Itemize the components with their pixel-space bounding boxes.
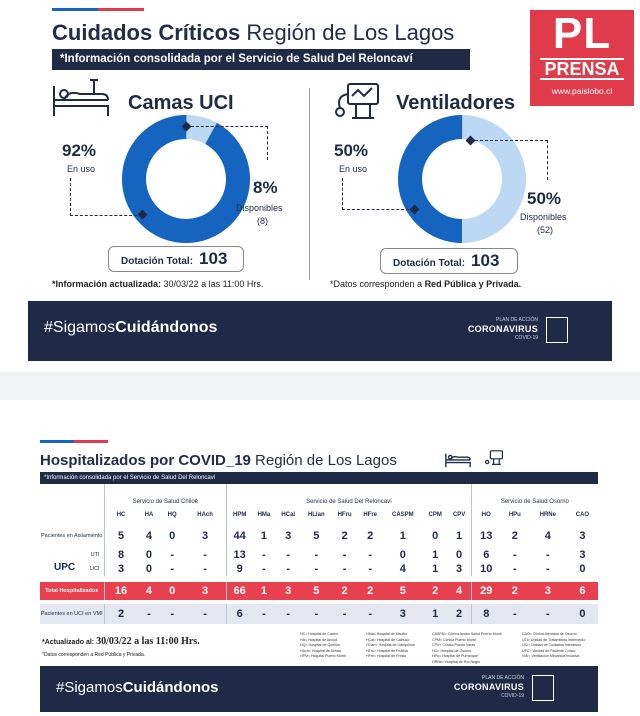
camas-dotacion-box: Dotación Total: 103 <box>108 246 244 272</box>
cell-uci-hc: 3 <box>104 562 138 576</box>
cell-uti-caspm: 0 <box>399 549 406 561</box>
hashtag: #SigamosCuidándonos <box>56 679 219 696</box>
cell-aislamiento-hcal: 3 <box>285 530 292 542</box>
col-header: HMa <box>257 512 271 518</box>
vent-available-pct: 50% <box>527 189 562 208</box>
vent-available-label: Disponibles <box>520 212 567 222</box>
cell-uci-hfru: - <box>342 563 347 575</box>
row-label: UCI <box>90 566 100 572</box>
camas-uci-title: Camas UCI <box>128 92 234 114</box>
vent-available-leader <box>470 140 548 180</box>
legend-col-1 <box>300 632 346 660</box>
camas-update-note: *Información actualizada: 30/03/22 a las 11:00 Hrs. <box>52 279 264 289</box>
cell-total-hfre: 2 <box>358 582 383 600</box>
legend-entry: HPu= Hospital de Purranque <box>432 654 478 659</box>
row-label: Pacientes en Aislamiento <box>41 533 103 539</box>
hashtag: #SigamosCuidándonos <box>44 319 218 336</box>
logo-pl: PL <box>552 9 612 58</box>
cell-vmi-cpv: 2 <box>448 604 472 624</box>
col-header: CAO <box>575 512 590 518</box>
cell-uti-cpm: 1 <box>432 549 439 561</box>
cell-vmi-caspm: 3 <box>383 604 423 624</box>
col-header: HO <box>471 506 501 524</box>
cell-vmi-hllan: - <box>301 604 332 624</box>
col-header: HA <box>144 512 154 518</box>
cell-total-cpm: 2 <box>423 582 448 600</box>
legend-entry: UTI= Unidad de Tratamiento Intermedio <box>522 637 586 642</box>
cell-total-cao: 6 <box>567 582 598 600</box>
service-header-row <box>40 484 598 506</box>
cell-uci-hcal: - <box>286 563 291 575</box>
plan-label: PLAN DE ACCIÓN <box>496 317 538 323</box>
cell-uti-hq: - <box>170 549 175 561</box>
coronavirus-label: CORONAVIRUS <box>467 324 538 334</box>
vent-in-use-leader <box>342 178 414 210</box>
col-header: HCal <box>281 512 296 518</box>
legend-entry: HCal= Hospital de Calbuco <box>366 637 410 642</box>
camas-dotacion-value: 103 <box>199 249 228 268</box>
cell-vmi-hq: - <box>160 604 184 624</box>
cell-uti-ho: 6 <box>471 548 501 562</box>
camas-available-label: Disponibles <box>236 203 283 213</box>
cell-total-hc: 16 <box>104 582 138 600</box>
legend-entry: CPM= Clínica Puerto Montt <box>432 637 476 642</box>
ventilator-icon <box>332 78 382 126</box>
cell-vmi-hfre: - <box>358 604 383 624</box>
cell-total-hach: 3 <box>184 582 227 600</box>
col-header: CASPM <box>391 512 414 518</box>
service-osorno: Servicio de Salud Osorno <box>471 484 598 506</box>
footer-banner <box>40 666 598 712</box>
hospital-bed-icon <box>444 450 472 468</box>
legend-entry: HPM= Hospital Puerto Montt <box>300 654 346 659</box>
cell-uci-hq: - <box>170 563 175 575</box>
col-header: HQ <box>167 512 177 518</box>
cell-vmi-hpu: - <box>501 604 529 624</box>
hospitalized-title: Hospitalizados por COVID_19 Región de Los Lagos <box>40 452 397 469</box>
actualizado-note: *Actualizado al: 30/03/22 a las 11:00 Hrs. <box>42 636 200 647</box>
legend-entry: HFre= Hospital de Fresia <box>366 654 407 659</box>
cell-vmi-ha: - <box>138 604 161 624</box>
cell-total-caspm: 5 <box>383 582 423 600</box>
col-header: HLlan <box>307 512 325 518</box>
legend-entry: HAch= Hospital de Achao <box>300 648 341 653</box>
cell-vmi-hpm: 6 <box>227 604 253 624</box>
col-header: HFru <box>337 512 352 518</box>
cell-uti-hma: - <box>262 549 266 561</box>
camas-available-count: (8) <box>257 216 268 226</box>
cell-uci-hfre: - <box>368 563 372 575</box>
cell-uti-hrne: - <box>545 549 550 561</box>
vent-dotacion-value: 103 <box>471 251 500 270</box>
legend-entry: HRNe= Hospital de Río Negro <box>432 659 481 664</box>
cell-uci-cao: 0 <box>579 563 586 575</box>
flag-stripe-red <box>74 440 108 443</box>
vent-data-note: *Datos corresponden a Red Pública y Privada. <box>330 279 522 289</box>
cell-uci-hllan: - <box>314 563 319 575</box>
row-uti <box>40 548 598 562</box>
service-reloncavi: Servicio de Salud Del Reloncaví <box>227 484 472 506</box>
row-aislamiento <box>40 524 598 548</box>
legend-entry: HO= Hospital de Osorno <box>432 648 472 653</box>
ventilator-icon <box>484 448 504 468</box>
row-total <box>40 582 598 600</box>
legend-entry: UPC= Unidad de Paciente Crítico <box>522 648 576 653</box>
section-divider <box>309 88 310 280</box>
upc-label: UPC <box>54 562 76 573</box>
footer-banner <box>28 301 612 361</box>
cell-aislamiento-hrne: 4 <box>544 530 551 542</box>
cell-aislamiento-ho: 13 <box>471 524 501 548</box>
cell-total-hllan: 5 <box>301 582 332 600</box>
cell-uci-ha: 0 <box>145 563 152 575</box>
critical-care-title: Cuidados Críticos Región de Los Lagos <box>52 20 455 45</box>
flag-stripe-blue <box>52 8 98 11</box>
row-uci <box>40 562 598 576</box>
camas-in-use-label: En uso <box>67 164 96 174</box>
col-header: HC <box>104 506 138 524</box>
camas-in-use-pct: 92% <box>62 141 97 160</box>
cell-uti-hpm: 13 <box>227 548 253 562</box>
covid-label: COVID-19 <box>514 335 538 341</box>
legend-entry: CASPM= Clínica Andes Salud Puerto Montt <box>432 632 502 636</box>
col-header: HPu <box>508 512 521 518</box>
col-header: HFre <box>363 512 377 518</box>
vent-available-count: (52) <box>537 225 554 235</box>
legend-col-4 <box>522 632 585 660</box>
plan-label: PLAN DE ACCIÓN <box>482 675 524 681</box>
cell-total-hpm: 66 <box>227 582 253 600</box>
cell-uci-hach: - <box>203 563 207 575</box>
cell-vmi-hcal: - <box>276 604 301 624</box>
camas-available-leader <box>186 126 268 160</box>
ventiladores-title: Ventiladores <box>396 92 515 114</box>
cell-total-hq: 0 <box>160 582 184 600</box>
legend-col-2 <box>366 632 415 660</box>
column-header-row <box>40 506 598 524</box>
cell-vmi-cpm: 1 <box>423 604 448 624</box>
cell-uti-hfru: - <box>342 549 347 561</box>
cell-uti-hfre: - <box>368 549 372 561</box>
cell-aislamiento-hllan: 5 <box>313 530 320 542</box>
cell-vmi-hma: - <box>252 604 275 624</box>
cell-total-hma: 1 <box>252 582 275 600</box>
cell-aislamiento-hc: 5 <box>104 524 138 548</box>
cell-uti-hpu: - <box>513 549 517 561</box>
cell-aislamiento-ha: 4 <box>145 530 152 542</box>
cell-aislamiento-cpm: 0 <box>432 530 439 542</box>
camas-available-pct: 8% <box>253 178 278 197</box>
coronavirus-label: CORONAVIRUS <box>453 682 524 692</box>
cell-vmi-hfru: - <box>332 604 358 624</box>
cell-uti-cao: 3 <box>579 549 586 561</box>
cell-total-ho: 29 <box>471 582 501 600</box>
vent-in-use-pct: 50% <box>334 141 369 160</box>
legend-entry: HA= Hospital de Ancud <box>300 637 338 642</box>
critical-care-subtitle: *Información consolidada por el Servicio de Salud Del Reloncaví <box>52 49 470 70</box>
logo-prensa: PRENSA <box>540 58 624 80</box>
cell-aislamiento-hpu: 2 <box>511 530 518 542</box>
cell-uti-hcal: - <box>286 549 291 561</box>
cell-uti-cpv: 0 <box>456 549 463 561</box>
row-label: Pacientes en UCI en VMI <box>40 604 104 624</box>
cell-uti-ha: 0 <box>145 549 152 561</box>
cell-uci-ho: 10 <box>471 562 501 576</box>
government-shield-icon <box>532 675 554 701</box>
cell-uti-hllan: - <box>314 549 319 561</box>
cell-uci-hpm: 9 <box>227 562 253 576</box>
legend-entry: UCI= Unidad de Cuidados Intensivos <box>522 643 582 648</box>
cell-aislamiento-hfru: 2 <box>341 530 348 542</box>
row-label: Total Hospitalizados <box>40 582 104 600</box>
legend-entry: VMI= Ventilación Mecánica Invasiva <box>522 654 580 659</box>
cell-total-hfru: 2 <box>332 582 358 600</box>
vent-in-use-label: En uso <box>339 164 368 174</box>
flag-stripe-blue <box>40 440 74 443</box>
cell-total-hrne: 3 <box>529 582 567 600</box>
hospitalized-subtitle: *Información consolidada por el Servicio de Salud Del Reloncaví <box>40 472 598 484</box>
service-chiloe: Servicio de Salud Chiloé <box>104 484 227 506</box>
cell-vmi-cao: 0 <box>567 604 598 624</box>
hospital-bed-icon <box>50 78 112 118</box>
cell-uci-hrne: - <box>545 563 550 575</box>
cell-aislamiento-cao: 3 <box>579 530 586 542</box>
legend-entry: HC= Hospital de Castro <box>300 632 338 636</box>
legend-entry: HMa= Hospital de Maullín <box>366 632 408 636</box>
legend-entry: CPV= Clínica Puerto Varas <box>432 643 476 648</box>
cell-uci-hma: - <box>262 563 266 575</box>
col-header: HAch <box>197 512 213 518</box>
cell-aislamiento-hq: 0 <box>169 530 176 542</box>
legend-col-3 <box>432 632 502 666</box>
cell-uci-cpv: 3 <box>456 563 463 575</box>
cell-aislamiento-hma: 1 <box>260 530 267 542</box>
cell-vmi-ho: 8 <box>471 604 501 624</box>
cell-aislamiento-hfre: 2 <box>367 530 374 542</box>
vent-dotacion-box: Dotación Total: 103 <box>380 248 518 274</box>
cell-aislamiento-caspm: 1 <box>399 530 406 542</box>
logo-url: www.paislobo.cl <box>551 86 613 96</box>
cell-uci-hpu: - <box>513 563 517 575</box>
hospitalized-panel <box>0 400 640 716</box>
cell-uti-hc: 8 <box>104 548 138 562</box>
col-header: CPV <box>452 512 466 518</box>
legend-entry: HFru= Hospital de Frutillar <box>366 648 409 653</box>
legend-entry: HLlan= Hospital de Llanquihue <box>366 643 416 648</box>
col-header: CPM <box>428 512 442 518</box>
cell-total-hpu: 2 <box>501 582 529 600</box>
datos-note: *Datos corresponden a Red Pública y Privada. <box>42 652 146 658</box>
cell-vmi-hc: 2 <box>104 604 138 624</box>
flag-stripe-red <box>98 8 144 11</box>
cell-total-ha: 4 <box>138 582 161 600</box>
legend-entry: CAO= Clínica Alemana de Osorno <box>522 632 577 636</box>
government-shield-icon <box>546 317 568 343</box>
paislobo-logo <box>530 10 634 106</box>
cell-aislamiento-hpm: 44 <box>227 524 253 548</box>
row-vmi <box>40 604 598 624</box>
legend-entry: HQ= Hospital de Quellón <box>300 643 340 648</box>
hospitalized-table <box>40 484 598 624</box>
cell-total-hcal: 3 <box>276 582 301 600</box>
cell-uci-cpm: 1 <box>432 563 439 575</box>
cell-vmi-hrne: - <box>529 604 567 624</box>
col-header: HRNe <box>539 512 556 518</box>
covid-label: COVID-19 <box>500 693 524 699</box>
row-label: UTI <box>90 552 100 558</box>
cell-aislamiento-hach: 3 <box>202 530 209 542</box>
col-header: HPM <box>227 506 253 524</box>
cell-aislamiento-cpv: 1 <box>456 530 463 542</box>
cell-total-cpv: 4 <box>448 582 472 600</box>
cell-uci-caspm: 4 <box>399 563 406 575</box>
camas-in-use-leader <box>70 178 142 216</box>
cell-vmi-hach: - <box>184 604 227 624</box>
cell-uti-hach: - <box>203 549 207 561</box>
